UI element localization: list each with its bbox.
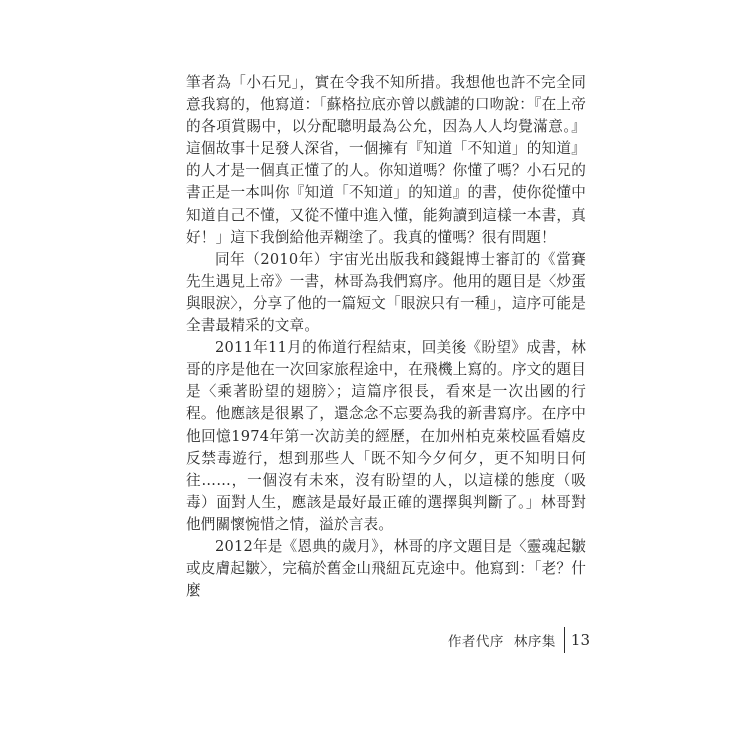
paragraph-4: 2012年是《恩典的歲月》，林哥的序文題目是〈靈魂起皺或皮膚起皺〉，完稿於舊金山飛紐瓦克途中。他寫到：「老？什麼	[186, 537, 586, 600]
section-title: 作者代序	[447, 634, 504, 650]
book-title: 林序集	[513, 634, 556, 650]
page-number: 13	[570, 631, 590, 649]
footer-divider	[564, 627, 565, 653]
body-text	[186, 72, 586, 602]
running-head	[448, 630, 556, 650]
paragraph-2: 同年（2010年）宇宙光出版我和錢錕博士審訂的《當賽先生遇見上帝》一書，林哥為我們寫序。他用的題目是〈炒蛋與眼淚〉，分享了他的一篇短文「眼淚只有一種」，這序可能是全書最精采的文章。	[186, 250, 586, 335]
paragraph-3: 2011年11月的佈道行程結束，回美後《盼望》成書，林哥的序是他在一次回家旅程途中，在飛機上寫的。序文的題目是〈乘著盼望的翅膀〉；這篇序很長，看來是一次出國的行程。他應該是很累了，還念念不忘要為我的新書寫序。在序中他回憶1974年第一次訪美的經歷，在加州柏克萊校區看嬉皮反禁毒遊行，想到那些人「既不知今夕何夕，更不知明日何往……，一個沒有未來，沒有盼望的人，以這樣的態度（吸毒）面對人生，應該是最好最正確的選擇與判斷了。」林哥對他們關懷惋惜之情，溢於言表。	[186, 339, 586, 533]
paragraph-1: 筆者為「小石兄」，實在令我不知所措。我想他也許不完全同意我寫的，他寫道：「蘇格拉底亦曾以戲謔的口吻說：『在上帝的各項賞賜中，以分配聰明最為公允，因為人人均覺滿意。』這個故事十足發人深省，一個擁有『知道「不知道」的知道』的人才是一個真正懂了的人。你知道嗎？你懂了嗎？小石兄的書正是一本叫你『知道「不知道」的知道』的書，使你從懂中知道自己不懂，又從不懂中進入懂，能夠讀到這樣一本書，真好！」這下我倒給他弄糊塗了。我真的懂嗎？很有問題！	[186, 74, 586, 246]
page-footer	[448, 628, 590, 652]
